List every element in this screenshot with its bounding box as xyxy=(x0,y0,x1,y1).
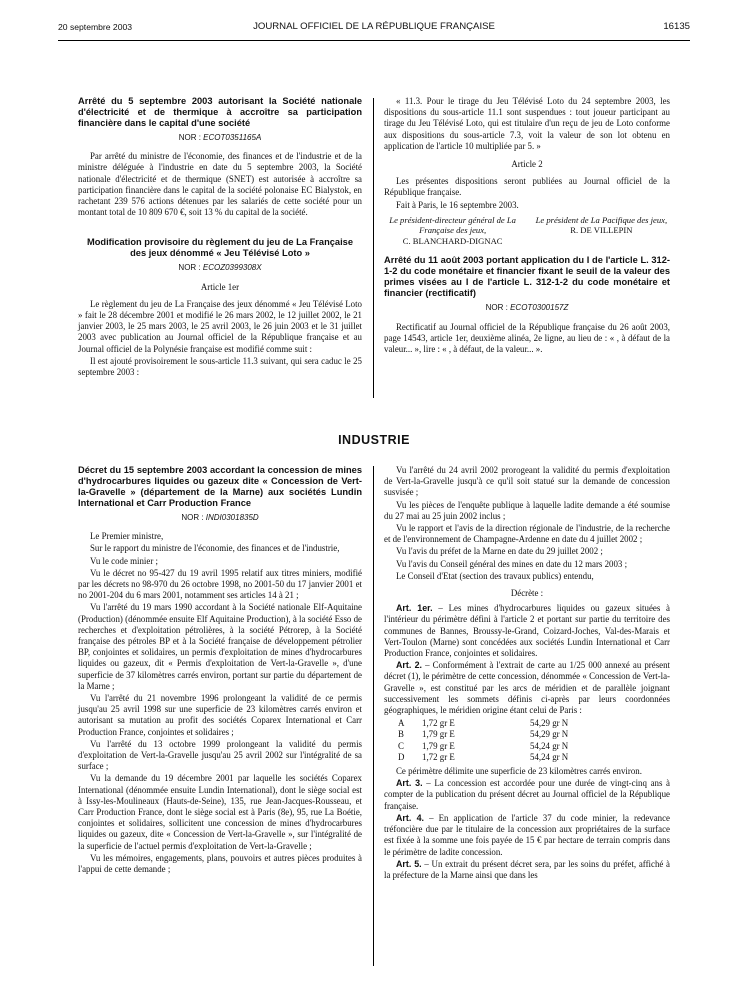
sous-article-11-3: « 11.3. Pour le tirage du Jeu Télévisé Loto du 24 septembre 2003, les dispositions du sous-article 11.1 sont suspendues : tout joueur participant au tirage du Jeu Télévisé Loto, qui est titulaire d'un reçu de jeu de Loto conforme aux dispositions du sous-article 7.3, voit la valeur de son lot obtenu en application de l'article 10 multipliée par 5. » xyxy=(384,96,670,151)
article-2: Art. 2. – Conformément à l'extrait de carte au 1/25 000 annexé au présent décret (1), le périmètre de cette concession, dénommée « Concession de Vert-la-Gravelle », est constitué par les arcs de méridien et de parallèle joignant successivement les sommets définis ci-après par leurs coordonnées géographiques, le méridien origine étant celui de Paris : xyxy=(384,660,670,716)
visa-paragraph: Vu la demande du 19 décembre 2001 par laquelle les sociétés Coparex International (dénommée ensuite Lundin International), dont le siège social est à Issy-les-Moulineaux (Hauts-de-Seine), 135, rue Jean-Jacques-Rousseau, et Carr Production France, dont le siège social est à Paris (8e), 95, rue La Boétie, conjointes et solidaires, sollicitent une concession de mines d'hydrocarbures liquides ou gazeux, dite « Concession de Vert-la-Gravelle », sur l'intégralité de la superficie de l'actuel permis d'exploitation de Vert-la-Gravelle ; xyxy=(78,773,362,851)
visa-paragraph: Le Conseil d'Etat (section des travaux publics) entendu, xyxy=(396,570,594,581)
loto-modification-nor: NOR : ECOZ0399308X xyxy=(178,263,262,273)
header-journal-title: JOURNAL OFFICIEL DE LA RÉPUBLIQUE FRANÇAISE xyxy=(253,21,495,32)
signature-place-date: Fait à Paris, le 16 septembre 2003. xyxy=(396,199,519,210)
visa-paragraph: Vu le code minier ; xyxy=(90,555,158,566)
visa-paragraph: Vu l'arrêté du 19 mars 1990 accordant à la Société nationale Elf-Aquitaine (Production) (dénommée ensuite Elf Aquitaine Production), à la société Esso de recherches et d'exploitation pétrolières, à la société Pétrorep, à la Société française des pétroles BP et à la Société française de développement pétrolier BP, conjointes et solidaires, un permis d'exploitation de mines d'hydrocarbures liquides ou gazeux, dit « Permis d'exploitation de Vert-la-Gravelle », d'une superficie de 37 kilomètres carrés environ, portant sur partie du département de la Marne ; xyxy=(78,602,362,691)
article-5: Art. 5. – Un extrait du présent décret sera, par les soins du préfet, affiché à la préfecture de la Marne ainsi que dans les xyxy=(384,858,670,880)
article-4: Art. 4. – En application de l'article 37 du code minier, la redevance tréfoncière due par le titulaire de la concession aux propriétaires de la surface est fixée à la somme une fois payée de 15 € par hectare de terrain compris dans le périmètre de ladite concession. xyxy=(384,812,671,857)
coordinates-table xyxy=(398,718,670,763)
bottom-left-column xyxy=(78,465,362,876)
visa-paragraph: Vu l'arrêté du 24 avril 2002 prorogeant la validité du permis d'exploitation de Vert-la-Gravelle jusqu'à ce qu'il soit statué sur la demande de concession susvisée ; xyxy=(384,465,670,498)
arrete-rectificatif-body: Rectificatif au Journal officiel de la République française du 26 août 2003, page 14543, article 1er, deuxième alinéa, 2e ligne, au lieu de : « , à défaut de la valeur... », lire : « , à défaut, de la valeur... ». xyxy=(384,321,670,354)
signature-right xyxy=(533,215,670,247)
top-right-column xyxy=(384,96,670,356)
loto-article-1-body: Le règlement du jeu de La Française des jeux dénommé « Jeu Télévisé Loto » fait le 28 décembre 2001 et modifié le 26 mars 2002, le 12 juillet 2002, le 21 janvier 2003, le 25 mars 2003, le 25 avril 2003, le 26 juin 2003 et le 31 juillet 2003 avec publication au Journal officiel de la République française et au Journal officiel de la Polynésie française est modifié comme suit : xyxy=(78,298,362,354)
loto-article-2-heading: Article 2 xyxy=(511,159,543,170)
loto-article-1-addition: Il est ajouté provisoirement le sous-article 11.3 suivant, qui sera caduc le 25 septembre 2003 : xyxy=(78,355,362,378)
coordinate-row: A 1,72 gr E 54,29 gr N xyxy=(398,718,569,729)
coordinate-row: B 1,79 gr E 54,29 gr N xyxy=(398,729,569,740)
article-1: Art. 1er. – Les mines d'hydrocarbures liquides ou gazeux situées à l'intérieur du périmètre défini à l'article 2 et portant sur partie du territoire des communes de Bannes, Broussy-le-Grand, Coizard-Joches, Val-des-Marais et Vert-Toulon (Marne) sont concédées aux sociétés Lundin International et Carr Production France, conjointes et solidaires. xyxy=(384,603,670,659)
arrete-rectificatif-nor: NOR : ECOT0300157Z xyxy=(485,303,569,313)
visa-paragraph: Vu l'arrêté du 21 novembre 1996 prolongeant la validité de ce permis jusqu'au 25 avril 1998 sur une superficie de 23 kilomètres carrés environ et autorisant sa mutation au profit des sociétés Coparex International et Carr Production France, conjointes et solidaires ; xyxy=(78,693,362,737)
coordinate-row: C 1,79 gr E 54,24 gr N xyxy=(398,740,569,751)
section-heading-industrie: INDUSTRIE xyxy=(338,433,410,447)
header-page-number: 16135 xyxy=(663,21,690,32)
column-divider-top xyxy=(373,98,374,398)
visa-paragraph: Le Premier ministre, xyxy=(90,531,164,542)
visa-paragraph: Vu le rapport et l'avis de la direction régionale de l'industrie, de la recherche et de l'environnement de Champagne-Ardenne en date du 4 juillet 2002 ; xyxy=(384,523,670,545)
arrete-snet-title: Arrêté du 5 septembre 2003 autorisant la Société nationale d'électricité et de thermique à accroître sa participation financière dans le capital d'une société xyxy=(78,96,362,128)
article-2-end: Ce périmètre délimite une superficie de 23 kilomètres carrés environ. xyxy=(396,766,642,777)
visa-paragraph: Vu l'arrêté du 13 octobre 1999 prolongeant la validité du permis d'exploitation de Vert-la-Gravelle jusqu'au 25 avril 2002 sur l'intégralité de sa surface ; xyxy=(78,738,362,772)
loto-article-2-body: Les présentes dispositions seront publiées au Journal officiel de la République française. xyxy=(384,176,670,198)
signature-right-name: R. DE VILLEPIN xyxy=(570,225,633,236)
loto-article-1-heading: Article 1er xyxy=(200,281,240,292)
signature-left xyxy=(384,215,521,247)
decrete-heading: Décrète : xyxy=(510,588,544,599)
article-3: Art. 3. – La concession est accordée pour une durée de vingt-cinq ans à compter de la publication du présent décret au Journal officiel de la République française. xyxy=(384,778,670,811)
visa-paragraph: Vu les mémoires, engagements, plans, pouvoirs et autres pièces produites à l'appui de cette demande ; xyxy=(78,852,362,875)
loto-modification-title: Modification provisoire du règlement du jeu de La Française des jeux dénommé « Jeu Télévisé Loto » xyxy=(86,237,354,259)
column-divider-bottom xyxy=(373,466,374,966)
coordinate-row: D 1,72 gr E 54,24 gr N xyxy=(398,751,569,762)
signatures xyxy=(384,215,670,247)
header-rule xyxy=(58,40,690,41)
arrete-snet-body: Par arrêté du ministre de l'économie, des finances et de l'industrie et de la ministre déléguée à l'industrie en date du 5 septembre 2003, la Société nationale d'électricité et de thermique (SNET) est autorisée à accroître sa participation financière dans le capital de la société polonaise EC Bialystok, en rachetant 239 576 actions détenues par les salariés de cette société pour un montant total de 10 809 670 €, soit 13 % du capital de la société. xyxy=(78,151,362,218)
visa-paragraph: Vu les pièces de l'enquête publique à laquelle ladite demande a été soumise du 27 mai au 25 juin 2002 inclus ; xyxy=(384,499,670,521)
visa-paragraph: Vu l'avis du Conseil général des mines en date du 12 mars 2003 ; xyxy=(396,558,628,569)
signature-right-role: Le président de La Pacifique des jeux, xyxy=(535,214,668,225)
signature-left-name: C. BLANCHARD-DIGNAC xyxy=(402,235,503,246)
signature-left-role: Le président-directeur général de La Française des jeux, xyxy=(389,214,516,236)
arrete-rectificatif-title: Arrêté du 11 août 2003 portant application du I de l'article L. 312-1-2 du code monétaire et financier fixant le seuil de la valeur des primes visées au I de l'article L. 312-1-2 du code monétaire et financier (rectificatif) xyxy=(384,255,670,299)
decret-concession-nor: NOR : INDI0301835D xyxy=(181,513,259,522)
visa-paragraph: Sur le rapport du ministre de l'économie, des finances et de l'industrie, xyxy=(90,543,340,554)
header-date: 20 septembre 2003 xyxy=(58,22,133,32)
visa-paragraph: Vu le décret no 95-427 du 19 avril 1995 relatif aux titres miniers, modifié par les décrets no 98-970 du 26 octobre 1998, no 2001-50 du 17 janvier 2001 et no 2001-204 du 6 mars 2001, notamment ses articles 14 à 21 ; xyxy=(78,567,362,601)
visa-paragraph: Vu l'avis du préfet de la Marne en date du 29 juillet 2002 ; xyxy=(396,546,603,557)
top-left-column xyxy=(78,96,362,379)
arrete-snet-nor: NOR : ECOT0351165A xyxy=(178,133,262,142)
decret-concession-title: Décret du 15 septembre 2003 accordant la concession de mines d'hydrocarbures liquides ou gazeux dite « Concession de Vert-la-Gravelle » (département de la Marne) aux sociétés Lundin International et Carr Production France xyxy=(78,465,362,508)
bottom-right-column xyxy=(384,465,670,882)
page-header xyxy=(58,20,690,36)
